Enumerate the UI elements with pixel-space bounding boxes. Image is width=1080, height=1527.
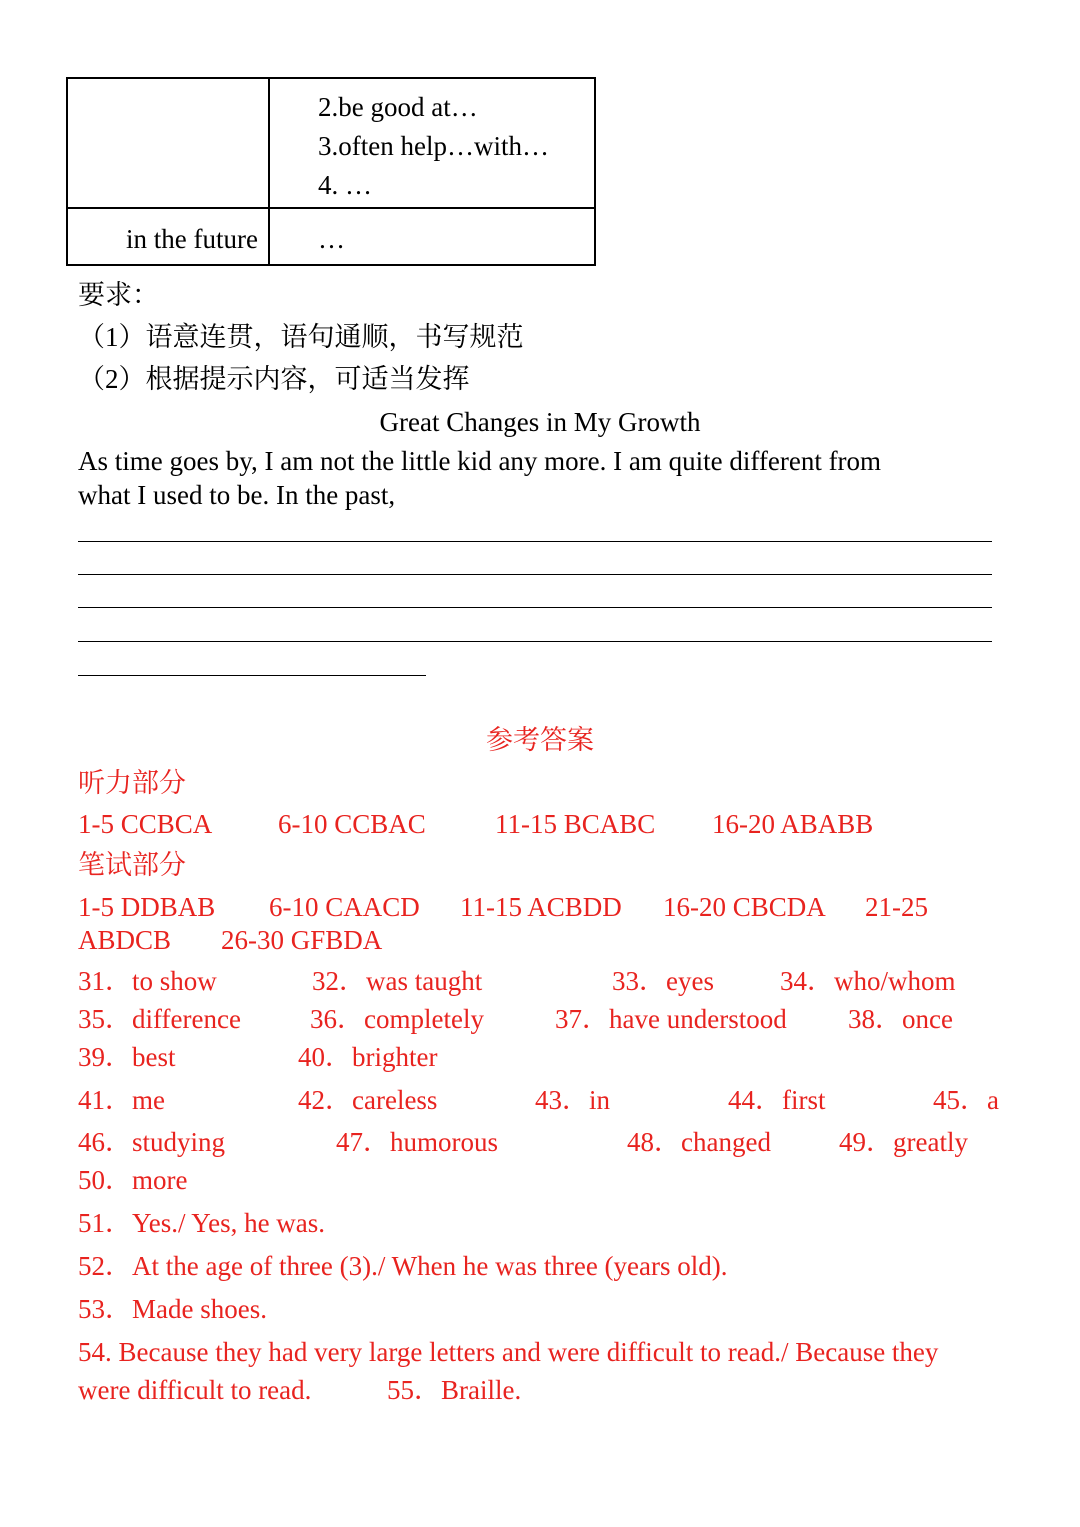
essay-title: Great Changes in My Growth (379, 407, 701, 437)
answer-item: 55．Braille. (387, 1375, 522, 1405)
answers-title: 参考答案 (486, 725, 594, 755)
writing-line (78, 607, 992, 608)
answer-group: 16-20 CBCDA (663, 892, 826, 922)
answer-item: 48．changed (627, 1127, 771, 1157)
requirement-item: （1）语意连贯，语句通顺，书写规范 (78, 322, 524, 352)
writing-line (78, 574, 992, 575)
answer-group: 1-5 CCBCA (78, 809, 213, 839)
answer-item: 49．greatly (839, 1127, 968, 1157)
answer-item: 43．in (535, 1085, 611, 1115)
outline-table (66, 77, 596, 266)
table-cell-label: in the future (126, 224, 258, 254)
answer-group: 11-15 ACBDD (460, 892, 622, 922)
answer-item: 50．more (78, 1165, 188, 1195)
answer-item: 40．brighter (298, 1042, 438, 1072)
essay-line: As time goes by, I am not the little kid any more. I am quite different from (78, 446, 882, 476)
answer-group: 6-10 CCBAC (278, 809, 426, 839)
answer-item: 35．difference (78, 1004, 241, 1034)
answer-item: 32．was taught (312, 966, 483, 996)
answer-group: 21-25 (865, 892, 928, 922)
table-cell-line: … (318, 224, 345, 254)
table-cell-line: 4. … (318, 170, 372, 200)
table-cell-line: 2.be good at… (318, 92, 478, 122)
writing-line (78, 641, 992, 642)
answer-group: 1-5 DDBAB (78, 892, 216, 922)
answer-group: 11-15 BCABC (495, 809, 656, 839)
answer-group: 26-30 GFBDA (221, 925, 383, 955)
answer-item: 54. Because they had very large letters and were difficult to read./ Because they (78, 1337, 939, 1367)
answer-item: 53．Made shoes. (78, 1294, 267, 1324)
listening-heading: 听力部分 (78, 768, 186, 798)
table-row (67, 208, 595, 265)
table-cell-left (67, 208, 269, 265)
requirements-heading: 要求： (78, 280, 159, 310)
answer-item: 41．me (78, 1085, 165, 1115)
essay-line: what I used to be. In the past, (78, 480, 396, 510)
table-row (67, 78, 595, 208)
answer-item: 42．careless (298, 1085, 438, 1115)
answer-item: 47．humorous (336, 1127, 498, 1157)
writing-line (78, 675, 426, 676)
written-heading: 笔试部分 (78, 850, 186, 880)
answer-item: 46．studying (78, 1127, 226, 1157)
answer-item: 33．eyes (612, 966, 714, 996)
answer-item: 36．completely (310, 1004, 484, 1034)
answer-item: 38．once (848, 1004, 953, 1034)
answer-group: 16-20 ABABB (712, 809, 874, 839)
writing-line (78, 541, 992, 542)
answer-group: 6-10 CAACD (269, 892, 420, 922)
answer-item: 37．have understood (555, 1004, 787, 1034)
answer-item: were difficult to read. (78, 1375, 312, 1405)
answer-item: 51．Yes./ Yes, he was. (78, 1208, 326, 1238)
answer-item: 31．to show (78, 966, 217, 996)
answer-item: 39．best (78, 1042, 176, 1072)
table-cell-left (67, 78, 269, 208)
answer-item: 34．who/whom (780, 966, 956, 996)
requirement-item: （2）根据提示内容，可适当发挥 (78, 364, 470, 394)
answer-item: 44．first (728, 1085, 826, 1115)
answer-item: 45．a (933, 1085, 999, 1115)
table-cell-line: 3.often help…with… (318, 131, 549, 161)
table-cell-right (269, 208, 595, 265)
answer-group: ABDCB (78, 925, 172, 955)
answer-item: 52．At the age of three (3)./ When he was three (years old). (78, 1251, 728, 1281)
table-cell-right (269, 78, 595, 208)
